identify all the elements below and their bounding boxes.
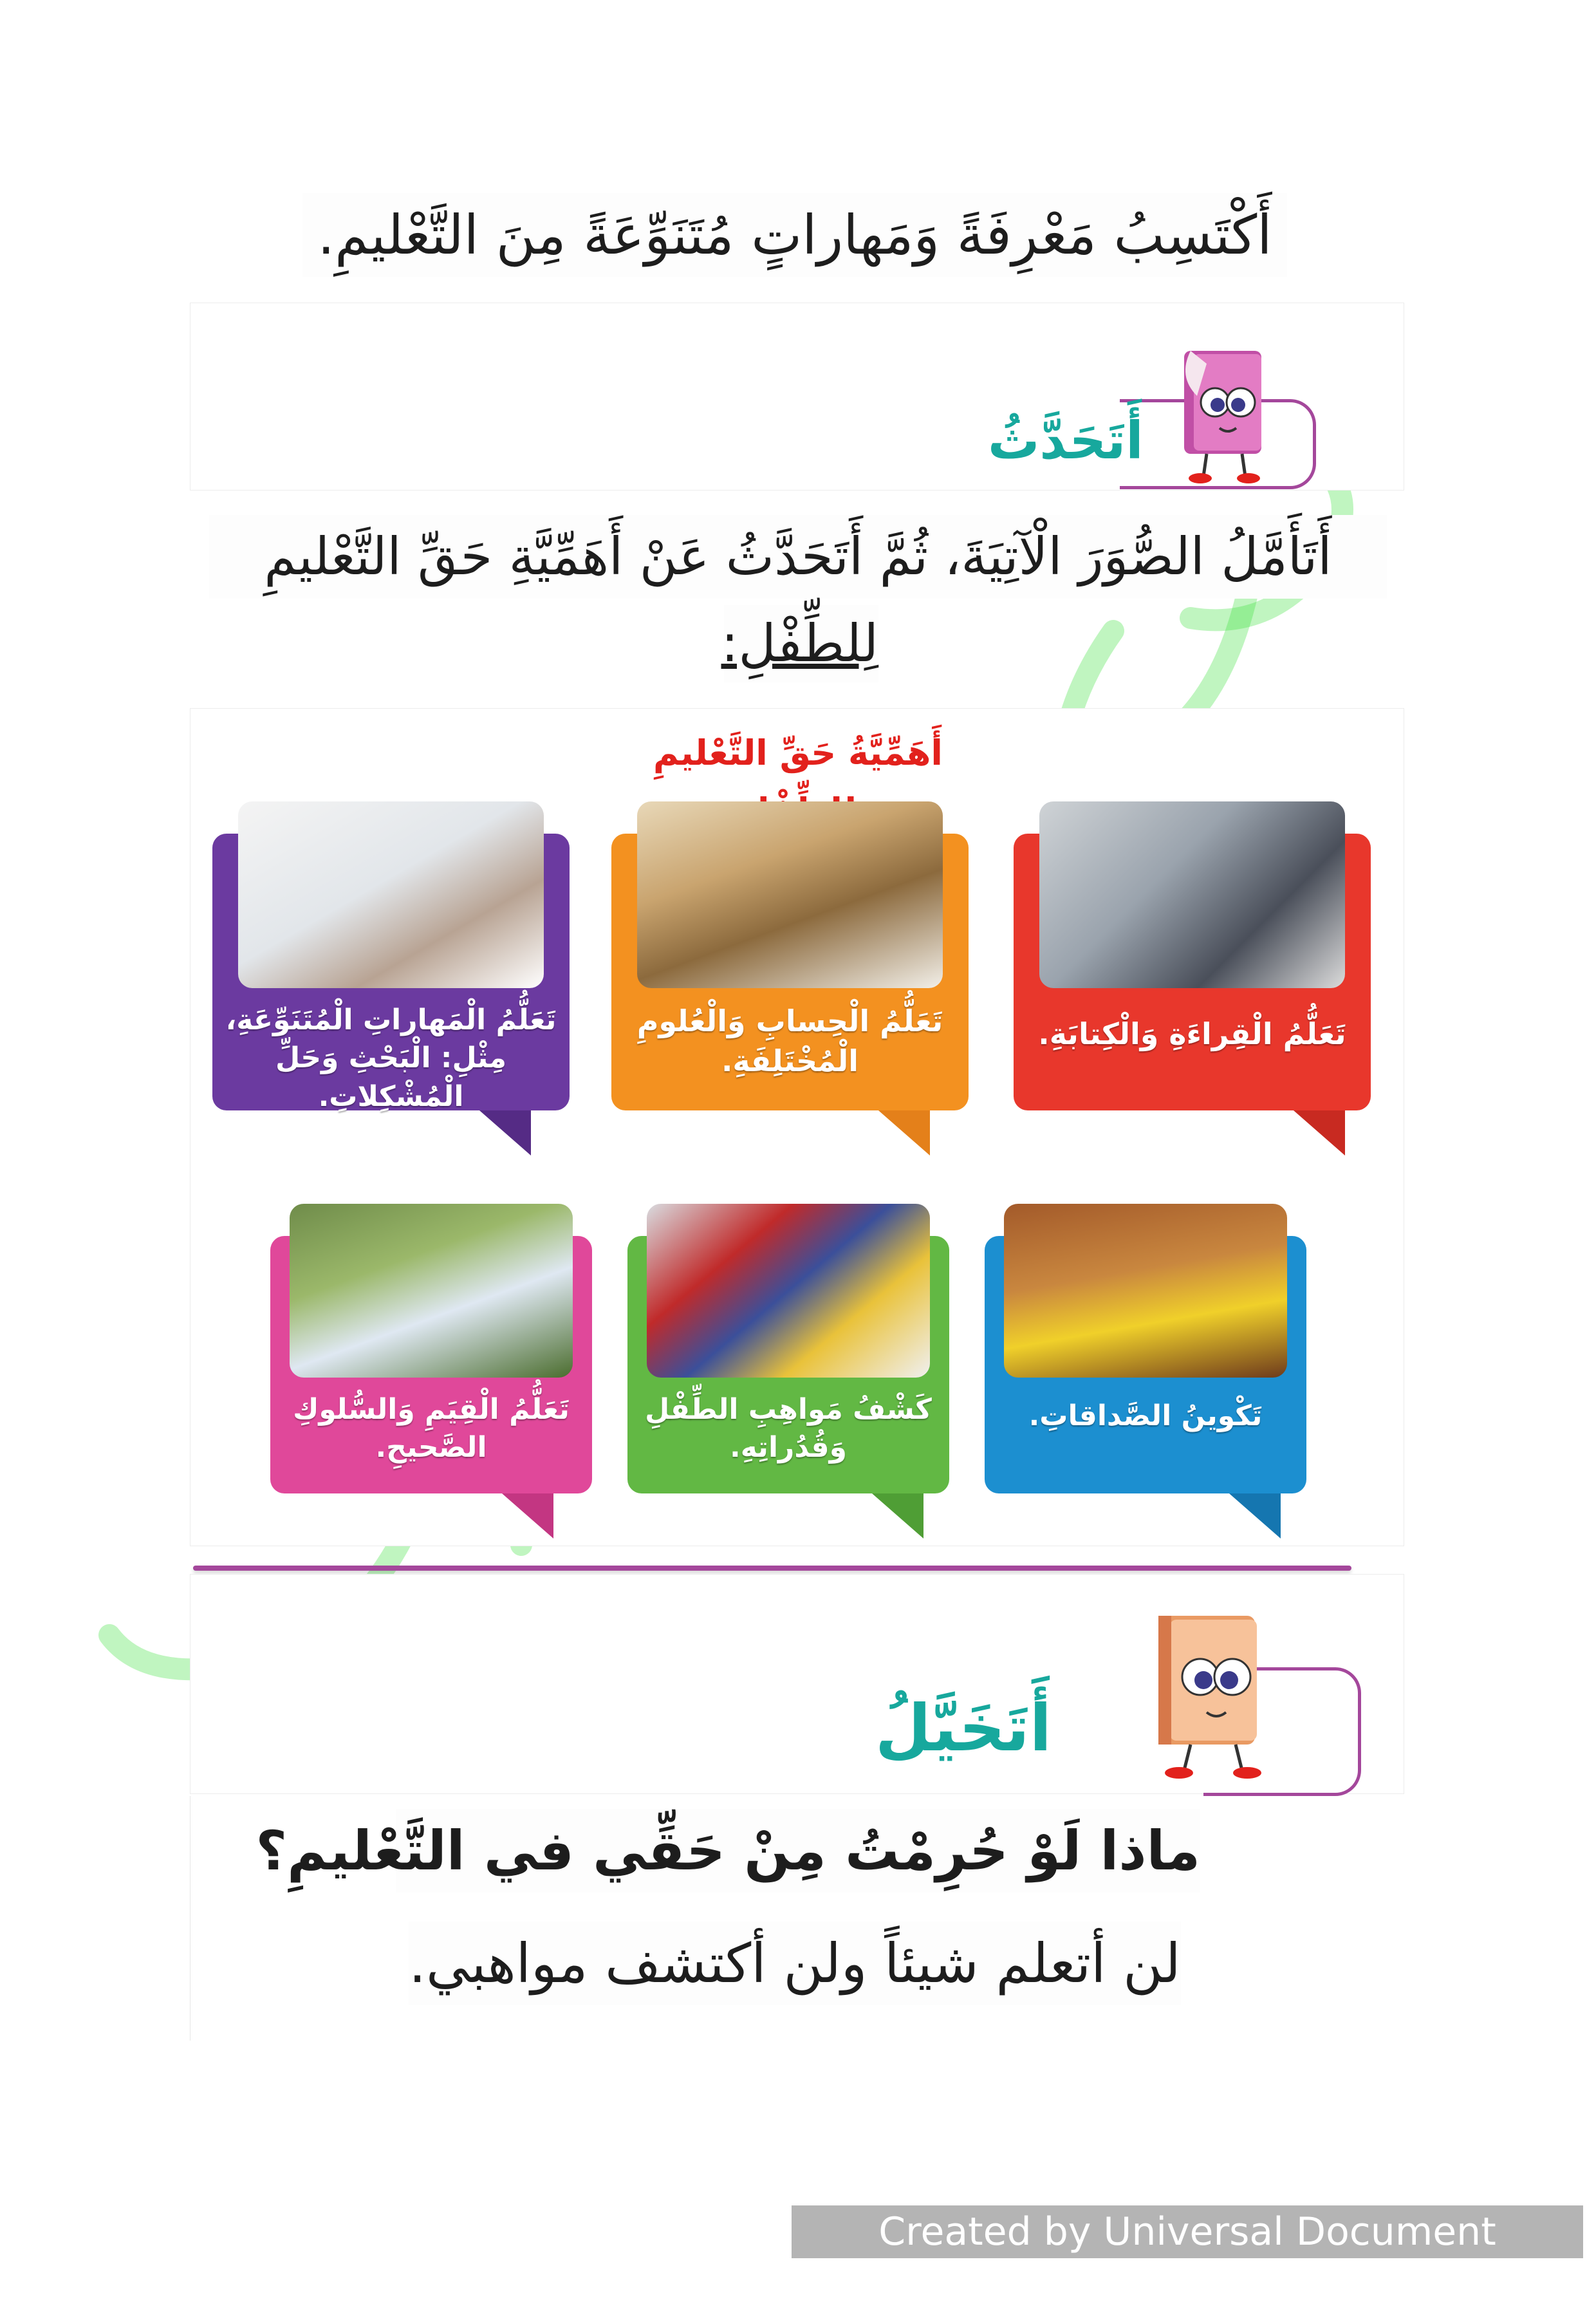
book-character-icon <box>1133 1596 1287 1783</box>
converter-footer: Created by Universal Document Converter <box>792 2205 1583 2258</box>
infographic-title: أَهَمِّيَّةُ حَقِّ التَّعْليمِ <box>653 733 943 773</box>
friends-in-library-photo <box>1004 1204 1287 1378</box>
card-talents <box>627 1236 949 1493</box>
card-caption: تَكْوينُ الصَّداقاتِ. <box>1028 1399 1263 1432</box>
child-playing-blocks-photo <box>647 1204 930 1378</box>
card-friendships <box>985 1236 1306 1493</box>
card-caption: تَعَلُّمُ الْقِراءَةِ وَالْكِتابَةِ. <box>1038 1016 1346 1051</box>
speech-tail <box>1229 1493 1281 1539</box>
card-caption: تَعَلُّمُ الْقِيَمِ وَالسُّلوكِ الصَّحيحِ. <box>293 1393 570 1464</box>
imagine-section-title: أَتَخَيَّلُ <box>875 1690 1052 1766</box>
card-caption: كَشْفُ مَواهِبِ الطِّفْلِ وَقُدُراتِهِ. <box>645 1393 932 1464</box>
book-character-icon <box>1158 338 1287 486</box>
speak-section-title: أَتَحَدَّثُ <box>988 411 1144 471</box>
children-science-lab-photo <box>238 801 544 988</box>
instruction-line-2: لِلطِّفْلِ: <box>724 605 878 682</box>
card-values <box>270 1236 592 1493</box>
speech-tail <box>1294 1110 1345 1156</box>
card-caption: تَعَلُّمُ الْمَهاراتِ الْمُتَنَوِّعَةِ، مِثْلِ: الْبَحْثِ وَحَلِّ الْمُشْكِلاتِ. <box>225 1004 557 1113</box>
children-writing-photo <box>1039 801 1345 988</box>
learning-objective: أَكْتَسِبُ مَعْرِفَةً وَمَهاراتٍ مُتَنَوِّعَةً مِنَ التَّعْليمِ. <box>302 193 1287 277</box>
card-skills <box>212 834 570 1113</box>
speech-tail <box>479 1110 531 1156</box>
card-reading-writing <box>1014 834 1371 1110</box>
speech-tail <box>872 1493 923 1539</box>
section-divider <box>193 1566 1351 1571</box>
children-recycling-photo <box>290 1204 573 1378</box>
imagine-question: ماذا لَوْ حُرِمْتُ مِنْ حَقِّي في التَّعْليمِ؟ <box>396 1809 1200 1893</box>
card-caption: تَعَلُّمُ الْحِسابِ وَالْعُلومِ الْمُخْتَلِفَةِ. <box>636 1004 943 1079</box>
boy-studying-math-photo <box>637 801 943 988</box>
card-math-science <box>611 834 969 1110</box>
speech-tail <box>502 1493 553 1539</box>
instruction-line-1: أَتَأَمَّلُ الصُّوَرَ الْآتِيَةَ، ثُمَّ أَتَحَدَّثُ عَنْ أَهَمِّيَّةِ حَقِّ التَّعْليمِ <box>209 515 1387 599</box>
student-answer: لن أتعلم شيئاً ولن أكتشف مواهبي. <box>409 1922 1181 2005</box>
speech-tail <box>878 1110 930 1156</box>
